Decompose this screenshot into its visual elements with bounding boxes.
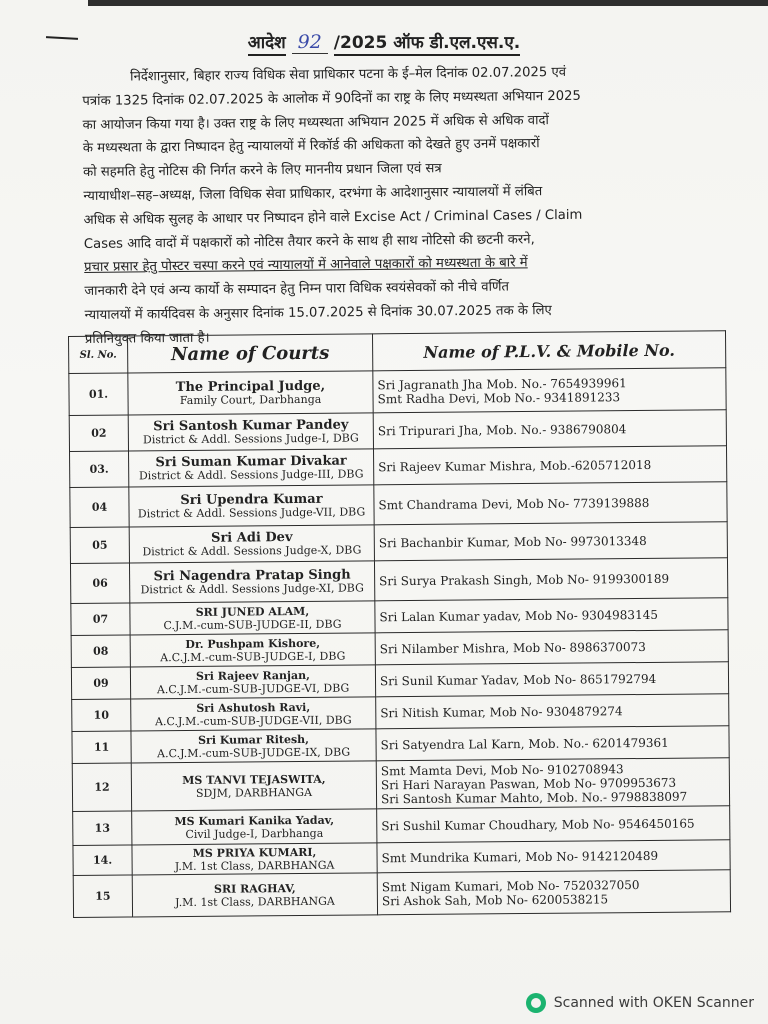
row-court [132, 843, 377, 875]
row-sl-no: 05 [70, 527, 129, 564]
row-court [130, 633, 375, 667]
court-judge-name: MS Kumari Kanika Yadav, [174, 813, 335, 828]
paragraph-line: जानकारी देने एवं अन्य कार्यो के सम्पादन हेतु निम्न पारा विधिक स्वयंसेवकों को नीचे वर्णित [84, 279, 510, 300]
paragraph-line: को सहमति हेतु नोटिस की निर्गत करने के लिए माननीय प्रधान जिला एवं सत्र [83, 161, 442, 181]
paragraph-line: न्यायाधीश–सह–अध्यक्ष, जिला विधिक सेवा प्राधिकार, दरभंगा के आदेशानुसार न्यायालयों में लंबित [83, 184, 543, 204]
plv-name-mobile: Sri Satyendra Lal Karn, Mob. No.- 6201479361 [380, 735, 669, 752]
header-name-of-courts: Name of Courts [128, 334, 373, 373]
court-judge-name: Sri Santosh Kumar Pandey [153, 417, 349, 434]
row-court [129, 449, 374, 487]
court-judge-name: SRI JUNED ALAM, [195, 604, 310, 619]
paragraph-line: प्रचार प्रसार हेतु पोस्टर चस्पा करने एवं न्यायालयों में आनेवाले पक्षकारों को मध्यस्थता के बारे में [84, 255, 528, 276]
row-plv [377, 870, 730, 915]
plv-name-mobile: Sri Nitish Kumar, Mob No- 9304879274 [380, 703, 623, 720]
row-sl-no: 14. [73, 845, 132, 876]
order-heading-suffix: /2025 ऑफ डी.एल.एस.ए. [334, 33, 520, 56]
table-row [69, 410, 726, 452]
plv-name-mobile: Sri Jagranath Jha Mob. No.- 7654939961 [377, 375, 627, 392]
plv-name-mobile: Sri Ashok Sah, Mob No- 6200538215 [381, 891, 609, 908]
row-plv [373, 410, 726, 449]
court-designation: District & Addl. Sessions Judge-III, DBG [138, 466, 364, 482]
plv-name-mobile: Sri Lalan Kumar yadav, Mob No- 9304983145 [379, 607, 658, 624]
row-sl-no: 10 [72, 699, 131, 732]
courts-plv-table [68, 330, 731, 918]
row-plv [375, 598, 728, 633]
court-designation: Civil Judge-I, Darbhanga [185, 826, 324, 841]
court-judge-name: The Principal Judge, [175, 378, 326, 395]
court-designation: J.M. 1st Class, DARBHANGA [174, 858, 335, 873]
court-designation: A.C.J.M.-cum-SUB-JUDGE-VI, DBG [156, 681, 350, 696]
paragraph-line: का आयोजन किया गया है। उक्त राष्ट्र के लिए मध्यस्थता अभियान 2025 में अधिक से अधिक वादों [82, 112, 549, 133]
court-judge-name: MS PRIYA KUMARI, [192, 845, 317, 860]
row-court [130, 601, 375, 635]
row-sl-no: 06 [70, 563, 129, 604]
order-heading-prefix: आदेश [248, 33, 286, 56]
row-plv [373, 446, 726, 485]
court-judge-name: Sri Adi Dev [210, 529, 293, 546]
row-sl-no: 02 [69, 415, 128, 452]
table-row [70, 558, 727, 604]
table-row [70, 446, 727, 488]
plv-name-mobile: Sri Tripurari Jha, Mob. No.- 9386790804 [377, 421, 627, 438]
court-judge-name: Dr. Pushpam Kishore, [185, 636, 321, 651]
plv-name-mobile: Smt Mundrika Kumari, Mob No- 9142120489 [381, 848, 659, 865]
court-designation: A.C.J.M.-cum-SUB-JUDGE-IX, DBG [157, 745, 351, 760]
plv-name-mobile: Sri Sushil Kumar Choudhary, Mob No- 9546450165 [381, 816, 695, 833]
row-court [128, 371, 373, 415]
court-judge-name: Sri Upendra Kumar [180, 491, 323, 508]
court-designation: District & Addl. Sessions Judge-XI, DBG [140, 580, 364, 596]
paragraph-line: अधिक से अधिक सुलह के आधार पर निष्पादन होने वाले Excise Act / Criminal Cases / Claim [83, 207, 583, 228]
court-judge-name: Sri Nagendra Pratap Singh [153, 567, 351, 584]
court-judge-name: SRI RAGHAV, [213, 881, 296, 896]
court-designation: C.J.M.-cum-SUB-JUDGE-II, DBG [163, 617, 342, 632]
header-sl-no: Sl. No. [69, 336, 128, 374]
plv-name-mobile: Sri Sunil Kumar Yadav, Mob No- 8651792794 [379, 671, 657, 688]
paragraph-line: Cases आदि वादों में पक्षकारों को नोटिस तैयार करने के साथ ही साथ नोटिसो की छटनी करने, [83, 231, 535, 252]
row-court [130, 665, 375, 699]
plv-name-mobile: Smt Nigam Kumari, Mob No- 7520327050 [381, 877, 640, 894]
scanner-text: Scanned with OKEN Scanner [553, 995, 754, 1011]
row-plv [374, 482, 727, 525]
table-row [70, 482, 727, 528]
table-row [73, 870, 730, 918]
order-number-handwritten: 92 [292, 31, 328, 54]
row-sl-no: 07 [71, 603, 130, 636]
row-court [132, 873, 377, 917]
paragraph-line: प्रतिनियुक्त किया जाता है। [84, 330, 210, 347]
plv-name-mobile: Sri Bachanbir Kumar, Mob No- 9973013348 [378, 533, 647, 550]
row-plv [374, 558, 727, 601]
plv-name-mobile: Sri Santosh Kumar Mahto, Mob. No.- 9798838097 [380, 789, 688, 806]
row-court [131, 761, 376, 811]
row-plv [375, 662, 728, 697]
row-sl-no: 01. [69, 373, 128, 416]
row-plv [375, 630, 728, 665]
table-row [72, 758, 729, 812]
row-plv [373, 368, 726, 413]
row-sl-no: 09 [71, 667, 130, 700]
paragraph-line: के मध्यस्थता के द्वारा निष्पादन हेतु न्यायालयों में रिकॉर्ड की अधिकता को देखते हुए उनमें पक्षकारों [82, 136, 540, 157]
plv-name-mobile: Smt Radha Devi, Mob No.- 9341891233 [377, 389, 621, 406]
plv-name-mobile: Sri Hari Narayan Paswan, Mob No- 9709953673 [380, 775, 677, 792]
header-name-of-plv: Name of P.L.V. & Mobile No. [372, 331, 725, 371]
row-court [131, 697, 376, 731]
court-designation: J.M. 1st Class, DARBHANGA [175, 894, 335, 909]
table-body [69, 368, 731, 918]
plv-name-mobile: Smt Chandrama Devi, Mob No- 7739139888 [378, 495, 650, 512]
table-row [69, 368, 726, 416]
row-sl-no: 08 [71, 635, 130, 668]
court-designation: A.C.J.M.-cum-SUB-JUDGE-I, DBG [160, 649, 346, 664]
table-header-row [69, 331, 726, 374]
court-designation: District & Addl. Sessions Judge-VII, DBG [137, 504, 366, 520]
row-sl-no: 04 [70, 487, 129, 528]
row-sl-no: 13 [73, 811, 132, 846]
court-designation: Family Court, Darbhanga [179, 392, 322, 407]
row-plv [377, 840, 730, 873]
court-designation: District & Addl. Sessions Judge-I, DBG [142, 430, 359, 446]
scanner-watermark [526, 988, 754, 1018]
row-plv [376, 694, 729, 729]
paragraph-line: न्यायालयों में कार्यदिवस के अनुसार दिनांक 15.07.2025 से दिनांक 30.07.2025 तक के लिए [84, 303, 552, 323]
row-court [129, 561, 374, 603]
row-court [131, 729, 376, 763]
row-sl-no: 11 [72, 731, 131, 764]
paragraph-line: पत्रांक 1325 दिनांक 02.07.2025 के आलोक में 90दिनों का राष्ट्र के लिए मध्यस्थता अभियान 2025 [82, 88, 581, 109]
row-plv [376, 758, 729, 809]
scan-edge-strip [88, 0, 768, 6]
court-judge-name: Sri Ashutosh Ravi, [196, 700, 311, 715]
order-heading [0, 30, 768, 53]
row-court [132, 809, 377, 845]
oken-scanner-logo-icon [526, 993, 546, 1013]
row-court [128, 413, 373, 451]
plv-name-mobile: Smt Mamta Devi, Mob No- 9102708943 [380, 761, 624, 778]
plv-name-mobile: Sri Surya Prakash Singh, Mob No- 9199300189 [379, 571, 670, 588]
court-judge-name: MS TANVI TEJASWITA, [182, 772, 326, 787]
court-judge-name: Sri Kumar Ritesh, [198, 732, 310, 747]
court-designation: A.C.J.M.-cum-SUB-JUDGE-VII, DBG [154, 713, 352, 728]
table-row [73, 806, 730, 846]
court-judge-name: Sri Suman Kumar Divakar [155, 453, 347, 470]
row-court [129, 525, 374, 563]
row-plv [377, 806, 730, 843]
row-sl-no: 15 [73, 875, 132, 918]
court-designation: SDJM, DARBHANGA [195, 785, 313, 800]
row-plv [374, 522, 727, 561]
row-court [129, 485, 374, 527]
plv-name-mobile: Sri Nilamber Mishra, Mob No- 8986370073 [379, 639, 646, 656]
paragraph-line: निर्देशानुसार, बिहार राज्य विधिक सेवा प्राधिकार पटना के ई–मेल दिनांक 02.07.2025 एवं [130, 64, 567, 85]
plv-name-mobile: Sri Rajeev Kumar Mishra, Mob.-6205712018 [378, 457, 652, 474]
table-row [70, 522, 727, 564]
order-paragraph [82, 59, 725, 351]
row-sl-no: 12 [72, 763, 131, 812]
row-plv [376, 726, 729, 761]
row-sl-no: 03. [70, 451, 129, 488]
court-judge-name: Sri Rajeev Ranjan, [195, 668, 310, 683]
court-designation: District & Addl. Sessions Judge-X, DBG [142, 542, 362, 558]
